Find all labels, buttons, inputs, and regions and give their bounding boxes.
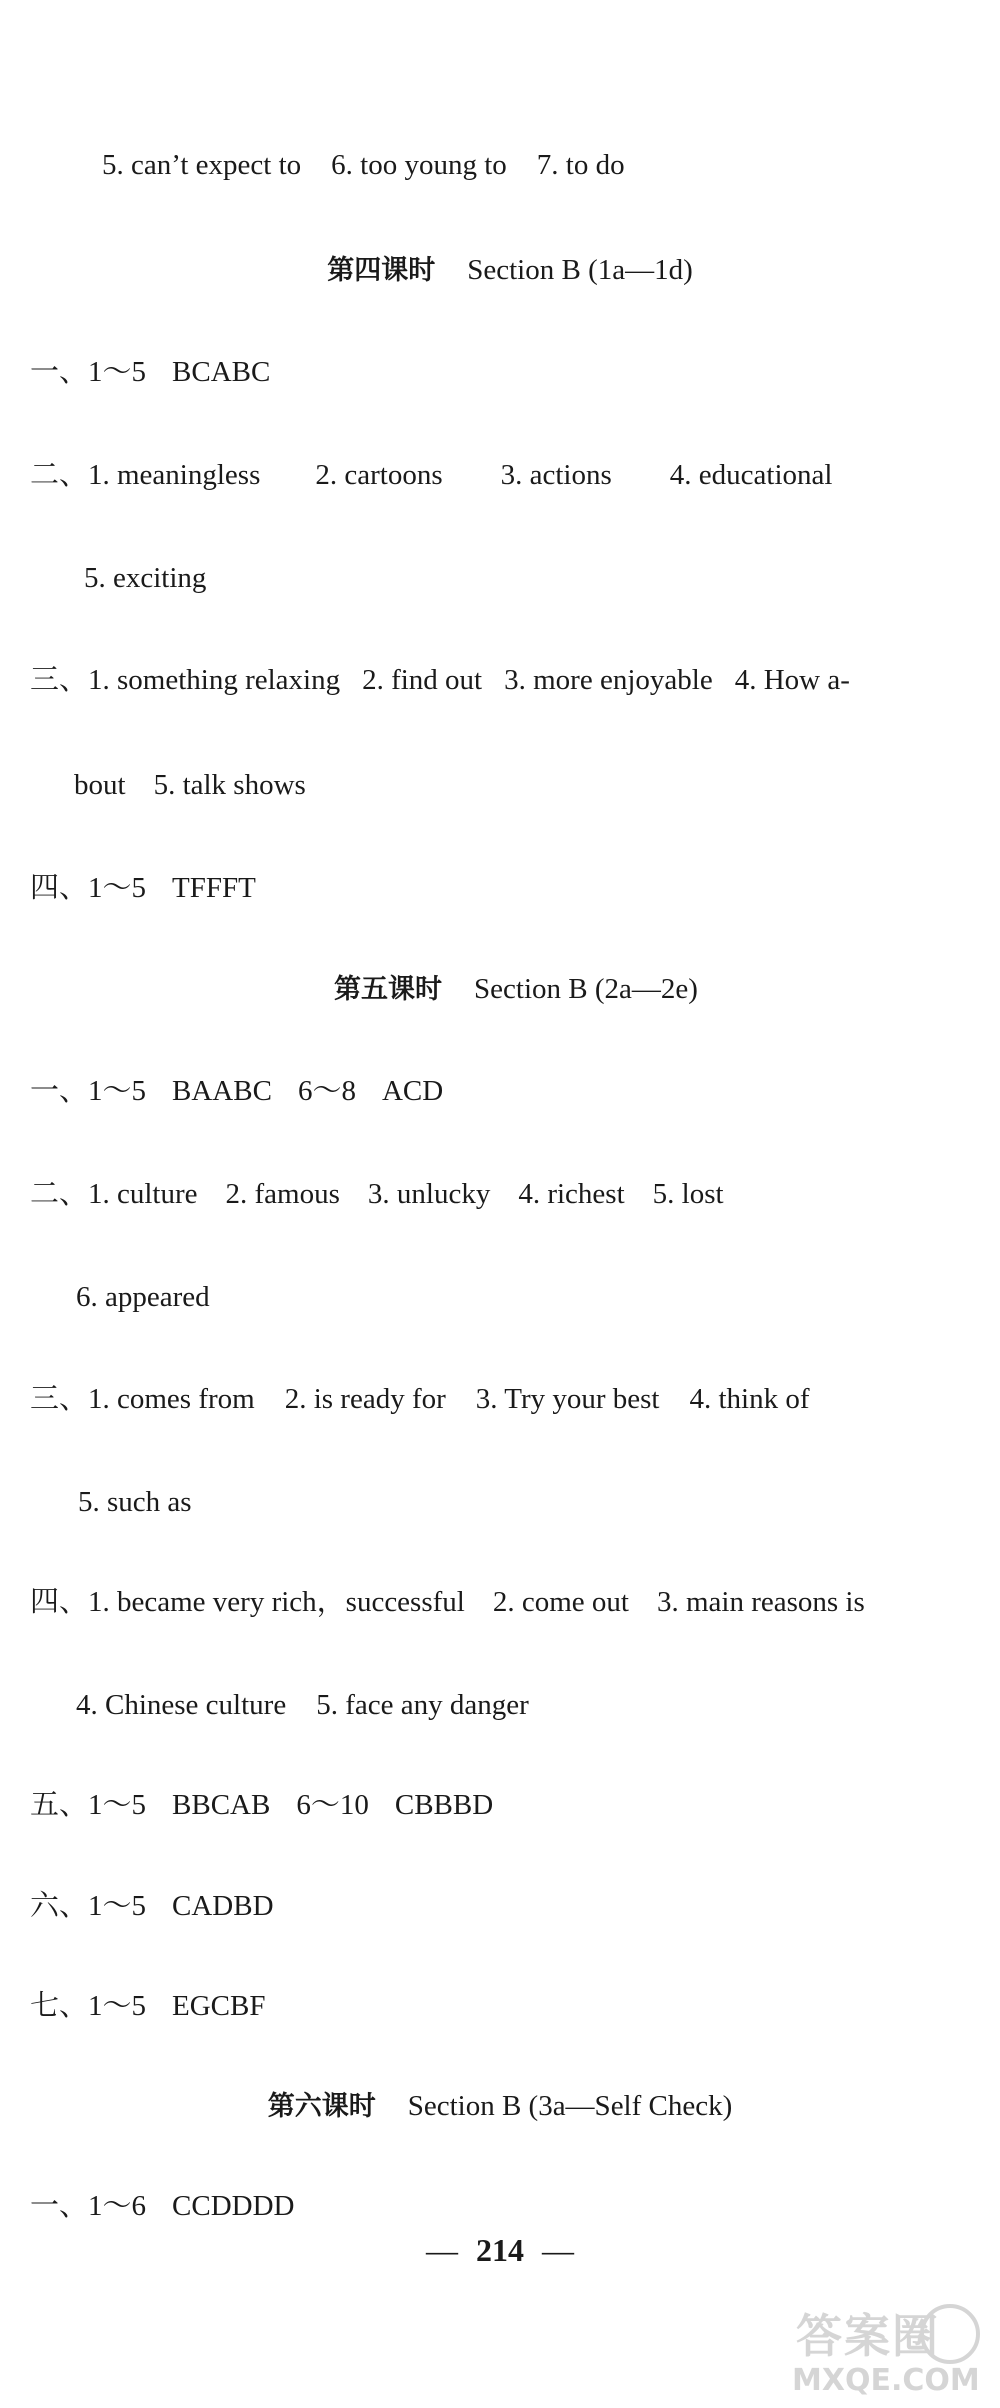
question-label: 一、1～5	[30, 1075, 147, 1107]
answer-text: 2. find out	[362, 664, 483, 696]
section-title: Section B (3a—Self Check)	[407, 2090, 733, 2122]
question-label: 一、1～6	[30, 2190, 147, 2222]
answer-text: CBBBD	[394, 1789, 494, 1821]
answer-line	[102, 145, 625, 185]
answer-text: CADBD	[172, 1890, 274, 1922]
answer-text: 2. cartoons	[315, 459, 443, 491]
answer-line	[76, 1277, 210, 1317]
answer-text: 5. lost	[652, 1178, 724, 1210]
answer-text: 4. educational	[669, 459, 833, 491]
section-heading	[0, 969, 1000, 1010]
answer-text: 2. famous	[225, 1178, 340, 1210]
page-number	[0, 2228, 1000, 2272]
answer-line	[30, 352, 270, 392]
watermark-circle-icon	[920, 2304, 980, 2364]
page-number-value: 214	[476, 2232, 524, 2268]
answer-text: 3. Try your best	[475, 1383, 660, 1415]
answer-text: 5. such as	[78, 1486, 192, 1518]
lesson-title: 第五课时	[334, 974, 443, 1005]
answer-line	[30, 2186, 330, 2226]
section-title: Section B (2a—2e)	[474, 973, 698, 1005]
section-heading	[0, 2086, 1000, 2127]
answer-text: 4. How a-	[734, 664, 850, 696]
answer-text: CCDDDD	[172, 2190, 295, 2222]
answer-text: 6. too young to	[331, 149, 507, 181]
answer-line	[30, 1174, 724, 1214]
question-label: 6～8	[297, 1075, 356, 1107]
answer-text: 二、1. meaningless	[30, 459, 261, 491]
answer-text: EGCBF	[172, 1990, 266, 2022]
answer-line	[30, 1986, 266, 2026]
answer-text: 3. main reasons is	[656, 1586, 865, 1618]
lesson-title: 第四课时	[327, 255, 436, 286]
lesson-title: 第六课时	[267, 2091, 376, 2122]
answer-text: BBCAB	[172, 1789, 271, 1821]
answer-line	[30, 1886, 274, 1926]
question-label: 6～10	[296, 1789, 369, 1821]
answer-text: 5. face any danger	[316, 1689, 529, 1721]
answer-line	[30, 1379, 810, 1419]
answer-text: 4. richest	[518, 1178, 625, 1210]
answer-text: 6. appeared	[76, 1281, 210, 1313]
answer-line	[30, 1582, 865, 1622]
answer-text: 7. to do	[536, 149, 625, 181]
page-dash: —	[542, 2232, 574, 2268]
answer-text: BCABC	[172, 356, 271, 388]
answer-text: 三、1. something relaxing	[30, 664, 341, 696]
answer-text: 四、1. became very rich，successful	[30, 1586, 465, 1618]
answer-line	[74, 765, 306, 805]
answer-text: 2. come out	[492, 1586, 629, 1618]
answer-line	[78, 1482, 192, 1522]
answer-line	[30, 1071, 443, 1111]
answer-text: 二、1. culture	[30, 1178, 198, 1210]
answer-text: 5. talk shows	[153, 769, 306, 801]
answer-line	[76, 1685, 529, 1725]
question-label: 五、1～5	[30, 1789, 147, 1821]
answer-text: 3. actions	[500, 459, 612, 491]
answer-text: bout	[74, 769, 126, 801]
answer-line	[30, 455, 832, 495]
watermark-en: MXQE.COM	[792, 2363, 980, 2398]
answer-text: 3. more enjoyable	[504, 664, 713, 696]
answer-text: BAABC	[172, 1075, 272, 1107]
answer-text: 4. Chinese culture	[76, 1689, 287, 1721]
page-dash: —	[426, 2232, 458, 2268]
answer-text: TFFFT	[172, 872, 256, 904]
answer-line	[30, 660, 850, 700]
answer-text: ACD	[381, 1075, 444, 1107]
question-label: 一、1～5	[30, 356, 147, 388]
question-label: 四、1～5	[30, 872, 147, 904]
section-title: Section B (1a—1d)	[467, 254, 693, 286]
section-heading	[0, 250, 1000, 291]
answer-line	[84, 558, 206, 598]
answer-text: 5. can’t expect to	[102, 149, 302, 181]
watermark-logo	[786, 2300, 986, 2400]
watermark-cn: 答案圈	[796, 2309, 940, 2363]
answer-text: 5. exciting	[84, 562, 207, 594]
answer-text: 三、1. comes from	[30, 1383, 255, 1415]
answer-text: 3. unlucky	[367, 1178, 491, 1210]
answer-text: 4. think of	[689, 1383, 810, 1415]
answer-text: 2. is ready for	[284, 1383, 446, 1415]
answer-line	[30, 868, 256, 908]
answer-line	[30, 1785, 493, 1825]
question-label: 六、1～5	[30, 1890, 147, 1922]
question-label: 七、1～5	[30, 1990, 147, 2022]
